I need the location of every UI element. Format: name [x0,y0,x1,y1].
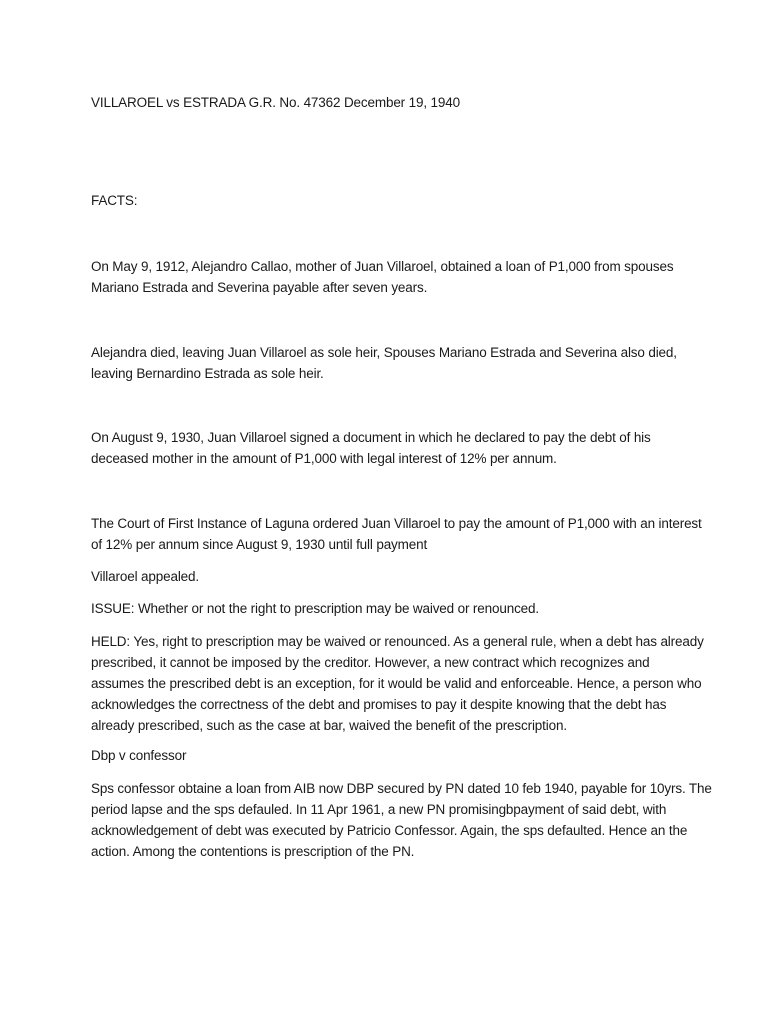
fact-paragraph-3 [91,427,691,469]
case2-paragraph [91,778,712,862]
case-title [91,92,691,113]
issue-line [91,598,691,619]
held-line-4: acknowledges the correctness of the debt and promises to pay it despite knowing that the debt has [91,697,667,712]
fact4-line-2: of 12% per annum since August 9, 1930 until full payment [91,537,428,552]
case2-title-text: Dbp v confessor [91,748,187,763]
held-paragraph [91,631,704,736]
held-line-1: HELD: Yes, right to prescription may be waived or renounced. As a general rule, when a debt has already [91,634,704,649]
facts-heading [91,190,691,211]
appeal-text: Villaroel appealed. [91,569,199,584]
fact-paragraph-1 [91,256,691,298]
case2-line-4: action. Among the contentions is prescription of the PN. [91,844,415,859]
fact-paragraph-4 [91,513,702,555]
case2-line-2: period lapse and the sps defauled. In 11 Apr 1961, a new PN promisingbpayment of said debt, with [91,802,667,817]
case2-title [91,745,691,766]
fact2-line-2: leaving Bernardino Estrada as sole heir. [91,366,324,381]
issue-text: ISSUE: Whether or not the right to prescription may be waived or renounced. [91,601,539,616]
case-title-text: VILLAROEL vs ESTRADA G.R. No. 47362 December 19, 1940 [91,95,460,110]
fact-paragraph-2 [91,342,691,384]
fact1-line-2: Mariano Estrada and Severina payable after seven years. [91,280,428,295]
appeal-line [91,566,691,587]
fact4-line-1: The Court of First Instance of Laguna ordered Juan Villaroel to pay the amount of P1,000 with an interest [91,516,702,531]
held-line-2: prescribed, it cannot be imposed by the creditor. However, a new contract which recognizes and [91,655,650,670]
fact3-line-1: On August 9, 1930, Juan Villaroel signed a document in which he declared to pay the debt of his [91,430,651,445]
facts-heading-text: FACTS: [91,193,138,208]
fact1-line-1: On May 9, 1912, Alejandro Callao, mother of Juan Villaroel, obtained a loan of P1,000 from spouses [91,259,674,274]
case2-line-3: acknowledgement of debt was executed by Patricio Confessor. Again, the sps defaulted. Hence an the [91,823,688,838]
held-line-3: assumes the prescribed debt is an exception, for it would be valid and enforceable. Hence, a person who [91,676,702,691]
fact3-line-2: deceased mother in the amount of P1,000 with legal interest of 12% per annum. [91,451,557,466]
case2-line-1: Sps confessor obtaine a loan from AIB now DBP secured by PN dated 10 feb 1940, payable for 10yrs. The [91,781,712,796]
fact2-line-1: Alejandra died, leaving Juan Villaroel as sole heir, Spouses Mariano Estrada and Severina also died, [91,345,677,360]
held-line-5: already prescribed, such as the case at bar, waived the benefit of the prescription. [91,718,567,733]
